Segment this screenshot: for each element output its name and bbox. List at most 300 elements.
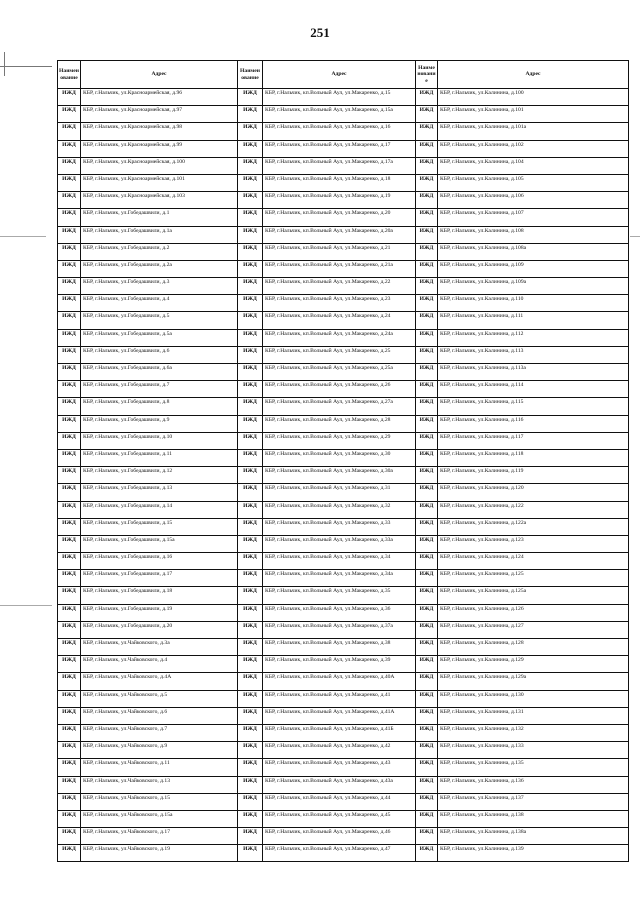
table-row xyxy=(58,639,629,656)
type-cell: ИЖД xyxy=(238,793,263,810)
type-cell: ИЖД xyxy=(238,621,263,638)
table-row xyxy=(58,106,629,123)
address-cell: КБР, г.Нальчик, ул.Калинина, д.131 xyxy=(438,707,629,724)
type-cell: ИЖД xyxy=(416,174,438,191)
type-cell: ИЖД xyxy=(416,123,438,140)
type-cell: ИЖД xyxy=(238,89,263,106)
type-cell: ИЖД xyxy=(238,278,263,295)
type-cell: ИЖД xyxy=(58,845,81,862)
type-cell: ИЖД xyxy=(416,604,438,621)
type-cell: ИЖД xyxy=(238,295,263,312)
scan-artifact xyxy=(0,236,46,237)
type-cell: ИЖД xyxy=(58,467,81,484)
table-row xyxy=(58,484,629,501)
type-cell: ИЖД xyxy=(416,192,438,209)
table-row xyxy=(58,140,629,157)
type-cell: ИЖД xyxy=(416,518,438,535)
table-row xyxy=(58,174,629,191)
address-cell: КБР, г.Нальчик, ул.Калинина, д.101а xyxy=(438,123,629,140)
header-address-col: Адрес xyxy=(81,61,238,89)
type-cell: ИЖД xyxy=(238,260,263,277)
address-cell: КБР, г.Нальчик, ул.Калинина, д.127 xyxy=(438,621,629,638)
address-cell: КБР, г.Нальчик, ул.Чайковского, д.5 xyxy=(81,690,238,707)
address-cell: КБР, г.Нальчик, ул.Калинина, д.123 xyxy=(438,535,629,552)
header-name-col: Наименование xyxy=(58,61,81,89)
type-cell: ИЖД xyxy=(58,759,81,776)
type-cell: ИЖД xyxy=(58,174,81,191)
table-row xyxy=(58,226,629,243)
address-cell: КБР, г.Нальчик, ул.Чайковского, д.6 xyxy=(81,707,238,724)
table-row xyxy=(58,467,629,484)
type-cell: ИЖД xyxy=(238,312,263,329)
address-cell: КБР, г.Нальчик, ул.Гобедашвили, д.16 xyxy=(81,553,238,570)
type-cell: ИЖД xyxy=(58,381,81,398)
address-cell: КБР, г.Нальчик, ул.Гобедашвили, д.12 xyxy=(81,467,238,484)
table-row xyxy=(58,604,629,621)
type-cell: ИЖД xyxy=(238,742,263,759)
address-cell: КБР, г.Нальчик, ул.Калинина, д.100 xyxy=(438,89,629,106)
type-cell: ИЖД xyxy=(416,260,438,277)
address-cell: КБР, г.Нальчик, ул.Чайковского, д.9 xyxy=(81,742,238,759)
address-cell: КБР, г.Нальчик, кп.Вольный Аул, ул.Макаренко, д.30а xyxy=(263,467,416,484)
table-row xyxy=(58,793,629,810)
address-cell: КБР, г.Нальчик, ул.Калинина, д.104 xyxy=(438,157,629,174)
type-cell: ИЖД xyxy=(58,89,81,106)
address-cell: КБР, г.Нальчик, кп.Вольный Аул, ул.Макаренко, д.19 xyxy=(263,192,416,209)
header-name-col: Наименование xyxy=(416,61,438,89)
type-cell: ИЖД xyxy=(416,329,438,346)
type-cell: ИЖД xyxy=(58,742,81,759)
type-cell: ИЖД xyxy=(416,570,438,587)
address-cell: КБР, г.Нальчик, ул.Калинина, д.113 xyxy=(438,346,629,363)
type-cell: ИЖД xyxy=(58,398,81,415)
scan-artifact xyxy=(0,66,52,67)
scan-artifact xyxy=(4,52,5,76)
address-cell: КБР, г.Нальчик, кп.Вольный Аул, ул.Макаренко, д.27а xyxy=(263,398,416,415)
address-cell: КБР, г.Нальчик, ул.Калинина, д.138а xyxy=(438,828,629,845)
address-cell: КБР, г.Нальчик, кп.Вольный Аул, ул.Макаренко, д.43 xyxy=(263,759,416,776)
type-cell: ИЖД xyxy=(416,810,438,827)
table-row xyxy=(58,501,629,518)
address-cell: КБР, г.Нальчик, ул.Красноармейская, д.99 xyxy=(81,140,238,157)
type-cell: ИЖД xyxy=(416,673,438,690)
address-cell: КБР, г.Нальчик, кп.Вольный Аул, ул.Макаренко, д.33а xyxy=(263,535,416,552)
type-cell: ИЖД xyxy=(416,157,438,174)
address-cell: КБР, г.Нальчик, кп.Вольный Аул, ул.Макаренко, д.25 xyxy=(263,346,416,363)
address-cell: КБР, г.Нальчик, ул.Чайковского, д.11 xyxy=(81,759,238,776)
type-cell: ИЖД xyxy=(58,501,81,518)
address-cell: КБР, г.Нальчик, ул.Калинина, д.115 xyxy=(438,398,629,415)
address-cell: КБР, г.Нальчик, кп.Вольный Аул, ул.Макаренко, д.45 xyxy=(263,810,416,827)
address-cell: КБР, г.Нальчик, ул.Калинина, д.111 xyxy=(438,312,629,329)
type-cell: ИЖД xyxy=(238,828,263,845)
address-cell: КБР, г.Нальчик, кп.Вольный Аул, ул.Макаренко, д.24а xyxy=(263,329,416,346)
type-cell: ИЖД xyxy=(416,432,438,449)
table-row xyxy=(58,312,629,329)
table-row xyxy=(58,690,629,707)
address-cell: КБР, г.Нальчик, ул.Калинина, д.138 xyxy=(438,810,629,827)
address-cell: КБР, г.Нальчик, ул.Калинина, д.108а xyxy=(438,243,629,260)
address-cell: КБР, г.Нальчик, ул.Гобедашвили, д.18 xyxy=(81,587,238,604)
address-cell: КБР, г.Нальчик, ул.Гобедашвили, д.20 xyxy=(81,621,238,638)
address-cell: КБР, г.Нальчик, ул.Красноармейская, д.100 xyxy=(81,157,238,174)
type-cell: ИЖД xyxy=(58,724,81,741)
address-cell: КБР, г.Нальчик, ул.Гобедашвили, д.6а xyxy=(81,364,238,381)
address-cell: КБР, г.Нальчик, ул.Гобедашвили, д.9 xyxy=(81,415,238,432)
type-cell: ИЖД xyxy=(238,243,263,260)
address-cell: КБР, г.Нальчик, кп.Вольный Аул, ул.Макаренко, д.18 xyxy=(263,174,416,191)
type-cell: ИЖД xyxy=(58,123,81,140)
type-cell: ИЖД xyxy=(238,707,263,724)
address-cell: КБР, г.Нальчик, кп.Вольный Аул, ул.Макаренко, д.40А xyxy=(263,673,416,690)
type-cell: ИЖД xyxy=(238,810,263,827)
address-cell: КБР, г.Нальчик, ул.Калинина, д.110 xyxy=(438,295,629,312)
type-cell: ИЖД xyxy=(238,226,263,243)
address-cell: КБР, г.Нальчик, ул.Калинина, д.118 xyxy=(438,449,629,466)
type-cell: ИЖД xyxy=(238,174,263,191)
table-row xyxy=(58,759,629,776)
type-cell: ИЖД xyxy=(238,381,263,398)
address-cell: КБР, г.Нальчик, кп.Вольный Аул, ул.Макаренко, д.15а xyxy=(263,106,416,123)
address-cell: КБР, г.Нальчик, кп.Вольный Аул, ул.Макаренко, д.21 xyxy=(263,243,416,260)
type-cell: ИЖД xyxy=(58,484,81,501)
type-cell: ИЖД xyxy=(416,106,438,123)
type-cell: ИЖД xyxy=(416,243,438,260)
type-cell: ИЖД xyxy=(238,690,263,707)
address-cell: КБР, г.Нальчик, ул.Калинина, д.112 xyxy=(438,329,629,346)
address-cell: КБР, г.Нальчик, ул.Гобедашвили, д.1а xyxy=(81,226,238,243)
address-cell: КБР, г.Нальчик, ул.Калинина, д.101 xyxy=(438,106,629,123)
type-cell: ИЖД xyxy=(416,398,438,415)
type-cell: ИЖД xyxy=(58,226,81,243)
type-cell: ИЖД xyxy=(238,157,263,174)
table-row xyxy=(58,828,629,845)
header-name-col: Наименование xyxy=(238,61,263,89)
address-cell: КБР, г.Нальчик, ул.Калинина, д.124 xyxy=(438,553,629,570)
type-cell: ИЖД xyxy=(416,639,438,656)
table-row xyxy=(58,587,629,604)
table-row xyxy=(58,742,629,759)
address-cell: КБР, г.Нальчик, кп.Вольный Аул, ул.Макаренко, д.36 xyxy=(263,604,416,621)
table-row xyxy=(58,192,629,209)
type-cell: ИЖД xyxy=(416,759,438,776)
type-cell: ИЖД xyxy=(416,621,438,638)
address-cell: КБР, г.Нальчик, кп.Вольный Аул, ул.Макаренко, д.29 xyxy=(263,432,416,449)
type-cell: ИЖД xyxy=(58,587,81,604)
address-cell: КБР, г.Нальчик, кп.Вольный Аул, ул.Макаренко, д.43а xyxy=(263,776,416,793)
address-cell: КБР, г.Нальчик, ул.Гобедашвили, д.11 xyxy=(81,449,238,466)
type-cell: ИЖД xyxy=(58,707,81,724)
table-row xyxy=(58,157,629,174)
type-cell: ИЖД xyxy=(238,518,263,535)
address-cell: КБР, г.Нальчик, ул.Калинина, д.130 xyxy=(438,690,629,707)
table-row xyxy=(58,123,629,140)
table-row xyxy=(58,724,629,741)
address-cell: КБР, г.Нальчик, ул.Гобедашвили, д.5а xyxy=(81,329,238,346)
address-cell: КБР, г.Нальчик, ул.Гобедашвили, д.17 xyxy=(81,570,238,587)
type-cell: ИЖД xyxy=(416,467,438,484)
type-cell: ИЖД xyxy=(238,724,263,741)
page-number: 251 xyxy=(310,25,330,40)
type-cell: ИЖД xyxy=(416,449,438,466)
address-cell: КБР, г.Нальчик, ул.Гобедашвили, д.7 xyxy=(81,381,238,398)
type-cell: ИЖД xyxy=(416,278,438,295)
type-cell: ИЖД xyxy=(58,690,81,707)
type-cell: ИЖД xyxy=(58,295,81,312)
table-row xyxy=(58,398,629,415)
address-cell: КБР, г.Нальчик, ул.Гобедашвили, д.19 xyxy=(81,604,238,621)
address-cell: КБР, г.Нальчик, ул.Чайковского, д.4 xyxy=(81,656,238,673)
table-row xyxy=(58,432,629,449)
type-cell: ИЖД xyxy=(238,449,263,466)
type-cell: ИЖД xyxy=(416,364,438,381)
type-cell: ИЖД xyxy=(58,329,81,346)
address-cell: КБР, г.Нальчик, ул.Калинина, д.132 xyxy=(438,724,629,741)
type-cell: ИЖД xyxy=(238,346,263,363)
address-cell: КБР, г.Нальчик, кп.Вольный Аул, ул.Макаренко, д.31 xyxy=(263,484,416,501)
address-cell: КБР, г.Нальчик, ул.Чайковского, д.7 xyxy=(81,724,238,741)
type-cell: ИЖД xyxy=(416,828,438,845)
table-row xyxy=(58,381,629,398)
type-cell: ИЖД xyxy=(58,209,81,226)
type-cell: ИЖД xyxy=(416,209,438,226)
table-row xyxy=(58,415,629,432)
type-cell: ИЖД xyxy=(416,415,438,432)
address-cell: КБР, г.Нальчик, кп.Вольный Аул, ул.Макаренко, д.32 xyxy=(263,501,416,518)
address-cell: КБР, г.Нальчик, ул.Чайковского, д.15 xyxy=(81,793,238,810)
type-cell: ИЖД xyxy=(58,535,81,552)
address-cell: КБР, г.Нальчик, ул.Чайковского, д.15а xyxy=(81,810,238,827)
address-cell: КБР, г.Нальчик, ул.Калинина, д.108 xyxy=(438,226,629,243)
type-cell: ИЖД xyxy=(58,639,81,656)
table-row xyxy=(58,535,629,552)
address-cell: КБР, г.Нальчик, ул.Гобедашвили, д.15а xyxy=(81,535,238,552)
address-cell: КБР, г.Нальчик, ул.Калинина, д.137 xyxy=(438,793,629,810)
address-cell: КБР, г.Нальчик, ул.Гобедашвили, д.1 xyxy=(81,209,238,226)
address-cell: КБР, г.Нальчик, кп.Вольный Аул, ул.Макаренко, д.34а xyxy=(263,570,416,587)
address-cell: КБР, г.Нальчик, ул.Калинина, д.109а xyxy=(438,278,629,295)
address-cell: КБР, г.Нальчик, кп.Вольный Аул, ул.Макаренко, д.21а xyxy=(263,260,416,277)
type-cell: ИЖД xyxy=(416,381,438,398)
type-cell: ИЖД xyxy=(416,226,438,243)
address-cell: КБР, г.Нальчик, ул.Гобедашвили, д.5 xyxy=(81,312,238,329)
address-cell: КБР, г.Нальчик, ул.Гобедашвили, д.6 xyxy=(81,346,238,363)
address-cell: КБР, г.Нальчик, ул.Калинина, д.125 xyxy=(438,570,629,587)
address-cell: КБР, г.Нальчик, ул.Чайковского, д.17 xyxy=(81,828,238,845)
type-cell: ИЖД xyxy=(416,793,438,810)
type-cell: ИЖД xyxy=(238,364,263,381)
table-row xyxy=(58,278,629,295)
type-cell: ИЖД xyxy=(416,845,438,862)
type-cell: ИЖД xyxy=(238,535,263,552)
address-cell: КБР, г.Нальчик, кп.Вольный Аул, ул.Макаренко, д.28 xyxy=(263,415,416,432)
registry-table xyxy=(57,60,629,862)
address-cell: КБР, г.Нальчик, кп.Вольный Аул, ул.Макаренко, д.46 xyxy=(263,828,416,845)
table-body xyxy=(58,89,629,862)
address-cell: КБР, г.Нальчик, ул.Калинина, д.119 xyxy=(438,467,629,484)
type-cell: ИЖД xyxy=(416,776,438,793)
type-cell: ИЖД xyxy=(238,639,263,656)
address-cell: КБР, г.Нальчик, кп.Вольный Аул, ул.Макаренко, д.24 xyxy=(263,312,416,329)
type-cell: ИЖД xyxy=(58,828,81,845)
address-cell: КБР, г.Нальчик, кп.Вольный Аул, ул.Макаренко, д.25а xyxy=(263,364,416,381)
type-cell: ИЖД xyxy=(416,707,438,724)
table-row xyxy=(58,845,629,862)
table-row xyxy=(58,89,629,106)
type-cell: ИЖД xyxy=(58,518,81,535)
address-cell: КБР, г.Нальчик, кп.Вольный Аул, ул.Макаренко, д.37а xyxy=(263,621,416,638)
type-cell: ИЖД xyxy=(58,621,81,638)
type-cell: ИЖД xyxy=(238,209,263,226)
table-row xyxy=(58,295,629,312)
type-cell: ИЖД xyxy=(238,192,263,209)
address-cell: КБР, г.Нальчик, ул.Калинина, д.122 xyxy=(438,501,629,518)
table-row xyxy=(58,329,629,346)
address-cell: КБР, г.Нальчик, кп.Вольный Аул, ул.Макаренко, д.20 xyxy=(263,209,416,226)
table-row xyxy=(58,260,629,277)
type-cell: ИЖД xyxy=(238,587,263,604)
type-cell: ИЖД xyxy=(238,673,263,690)
type-cell: ИЖД xyxy=(238,140,263,157)
table-row xyxy=(58,656,629,673)
header-row xyxy=(58,61,629,89)
address-cell: КБР, г.Нальчик, ул.Чайковского, д.13 xyxy=(81,776,238,793)
table-row xyxy=(58,570,629,587)
type-cell: ИЖД xyxy=(238,329,263,346)
address-cell: КБР, г.Нальчик, ул.Калинина, д.117 xyxy=(438,432,629,449)
type-cell: ИЖД xyxy=(58,157,81,174)
address-cell: КБР, г.Нальчик, ул.Чайковского, д.3а xyxy=(81,639,238,656)
table-row xyxy=(58,673,629,690)
type-cell: ИЖД xyxy=(58,364,81,381)
type-cell: ИЖД xyxy=(58,604,81,621)
address-cell: КБР, г.Нальчик, ул.Чайковского, д.19 xyxy=(81,845,238,862)
type-cell: ИЖД xyxy=(58,243,81,260)
table-header xyxy=(58,61,629,89)
address-cell: КБР, г.Нальчик, ул.Калинина, д.122а xyxy=(438,518,629,535)
address-cell: КБР, г.Нальчик, ул.Калинина, д.135 xyxy=(438,759,629,776)
type-cell: ИЖД xyxy=(58,192,81,209)
type-cell: ИЖД xyxy=(58,432,81,449)
address-cell: КБР, г.Нальчик, ул.Калинина, д.133 xyxy=(438,742,629,759)
address-cell: КБР, г.Нальчик, ул.Калинина, д.114 xyxy=(438,381,629,398)
address-cell: КБР, г.Нальчик, ул.Красноармейская, д.96 xyxy=(81,89,238,106)
address-cell: КБР, г.Нальчик, ул.Гобедашвили, д.14 xyxy=(81,501,238,518)
type-cell: ИЖД xyxy=(416,535,438,552)
table-row xyxy=(58,346,629,363)
type-cell: ИЖД xyxy=(416,89,438,106)
address-cell: КБР, г.Нальчик, ул.Калинина, д.129а xyxy=(438,673,629,690)
address-cell: КБР, г.Нальчик, ул.Гобедашвили, д.8 xyxy=(81,398,238,415)
address-cell: КБР, г.Нальчик, ул.Калинина, д.136 xyxy=(438,776,629,793)
type-cell: ИЖД xyxy=(416,690,438,707)
type-cell: ИЖД xyxy=(58,793,81,810)
type-cell: ИЖД xyxy=(238,604,263,621)
address-cell: КБР, г.Нальчик, кп.Вольный Аул, ул.Макаренко, д.17 xyxy=(263,140,416,157)
address-cell: КБР, г.Нальчик, кп.Вольный Аул, ул.Макаренко, д.35 xyxy=(263,587,416,604)
table-row xyxy=(58,621,629,638)
type-cell: ИЖД xyxy=(238,432,263,449)
type-cell: ИЖД xyxy=(238,553,263,570)
scan-artifact xyxy=(0,605,52,606)
type-cell: ИЖД xyxy=(58,656,81,673)
address-cell: КБР, г.Нальчик, кп.Вольный Аул, ул.Макаренко, д.39 xyxy=(263,656,416,673)
type-cell: ИЖД xyxy=(238,759,263,776)
scan-artifact xyxy=(630,236,640,237)
header-address-col: Адрес xyxy=(263,61,416,89)
type-cell: ИЖД xyxy=(238,501,263,518)
address-cell: КБР, г.Нальчик, ул.Калинина, д.139 xyxy=(438,845,629,862)
address-cell: КБР, г.Нальчик, ул.Калинина, д.116 xyxy=(438,415,629,432)
address-cell: КБР, г.Нальчик, кп.Вольный Аул, ул.Макаренко, д.42 xyxy=(263,742,416,759)
address-cell: КБР, г.Нальчик, ул.Калинина, д.106 xyxy=(438,192,629,209)
address-cell: КБР, г.Нальчик, ул.Красноармейская, д.97 xyxy=(81,106,238,123)
address-cell: КБР, г.Нальчик, ул.Калинина, д.126 xyxy=(438,604,629,621)
address-cell: КБР, г.Нальчик, кп.Вольный Аул, ул.Макаренко, д.23 xyxy=(263,295,416,312)
address-cell: КБР, г.Нальчик, ул.Гобедашвили, д.15 xyxy=(81,518,238,535)
address-cell: КБР, г.Нальчик, ул.Красноармейская, д.98 xyxy=(81,123,238,140)
address-cell: КБР, г.Нальчик, ул.Гобедашвили, д.13 xyxy=(81,484,238,501)
address-cell: КБР, г.Нальчик, кп.Вольный Аул, ул.Макаренко, д.26 xyxy=(263,381,416,398)
type-cell: ИЖД xyxy=(416,346,438,363)
address-cell: КБР, г.Нальчик, ул.Гобедашвили, д.4 xyxy=(81,295,238,312)
type-cell: ИЖД xyxy=(238,776,263,793)
type-cell: ИЖД xyxy=(416,312,438,329)
address-cell: КБР, г.Нальчик, ул.Гобедашвили, д.2 xyxy=(81,243,238,260)
type-cell: ИЖД xyxy=(416,656,438,673)
type-cell: ИЖД xyxy=(58,312,81,329)
table-row xyxy=(58,364,629,381)
type-cell: ИЖД xyxy=(58,140,81,157)
address-cell: КБР, г.Нальчик, ул.Калинина, д.107 xyxy=(438,209,629,226)
type-cell: ИЖД xyxy=(58,776,81,793)
type-cell: ИЖД xyxy=(58,278,81,295)
address-cell: КБР, г.Нальчик, кп.Вольный Аул, ул.Макаренко, д.22 xyxy=(263,278,416,295)
header-address-col: Адрес xyxy=(438,61,629,89)
type-cell: ИЖД xyxy=(416,501,438,518)
type-cell: ИЖД xyxy=(238,484,263,501)
type-cell: ИЖД xyxy=(58,415,81,432)
address-cell: КБР, г.Нальчик, кп.Вольный Аул, ул.Макаренко, д.17а xyxy=(263,157,416,174)
table-row xyxy=(58,810,629,827)
address-cell: КБР, г.Нальчик, ул.Калинина, д.109 xyxy=(438,260,629,277)
type-cell: ИЖД xyxy=(416,724,438,741)
table-row xyxy=(58,707,629,724)
address-cell: КБР, г.Нальчик, ул.Чайковского, д.4А xyxy=(81,673,238,690)
address-cell: КБР, г.Нальчик, кп.Вольный Аул, ул.Макаренко, д.15 xyxy=(263,89,416,106)
type-cell: ИЖД xyxy=(58,810,81,827)
type-cell: ИЖД xyxy=(58,106,81,123)
table-row xyxy=(58,449,629,466)
type-cell: ИЖД xyxy=(238,123,263,140)
type-cell: ИЖД xyxy=(58,346,81,363)
type-cell: ИЖД xyxy=(238,415,263,432)
address-cell: КБР, г.Нальчик, ул.Калинина, д.113а xyxy=(438,364,629,381)
type-cell: ИЖД xyxy=(238,398,263,415)
address-cell: КБР, г.Нальчик, ул.Калинина, д.102 xyxy=(438,140,629,157)
type-cell: ИЖД xyxy=(416,140,438,157)
address-cell: КБР, г.Нальчик, ул.Гобедашвили, д.10 xyxy=(81,432,238,449)
address-cell: КБР, г.Нальчик, ул.Красноармейская, д.101 xyxy=(81,174,238,191)
type-cell: ИЖД xyxy=(58,570,81,587)
type-cell: ИЖД xyxy=(238,845,263,862)
address-cell: КБР, г.Нальчик, ул.Калинина, д.125а xyxy=(438,587,629,604)
address-cell: КБР, г.Нальчик, ул.Гобедашвили, д.3 xyxy=(81,278,238,295)
address-cell: КБР, г.Нальчик, ул.Калинина, д.105 xyxy=(438,174,629,191)
address-cell: КБР, г.Нальчик, ул.Гобедашвили, д.2а xyxy=(81,260,238,277)
address-cell: КБР, г.Нальчик, ул.Красноармейская, д.103 xyxy=(81,192,238,209)
address-cell: КБР, г.Нальчик, кп.Вольный Аул, ул.Макаренко, д.41Б xyxy=(263,724,416,741)
